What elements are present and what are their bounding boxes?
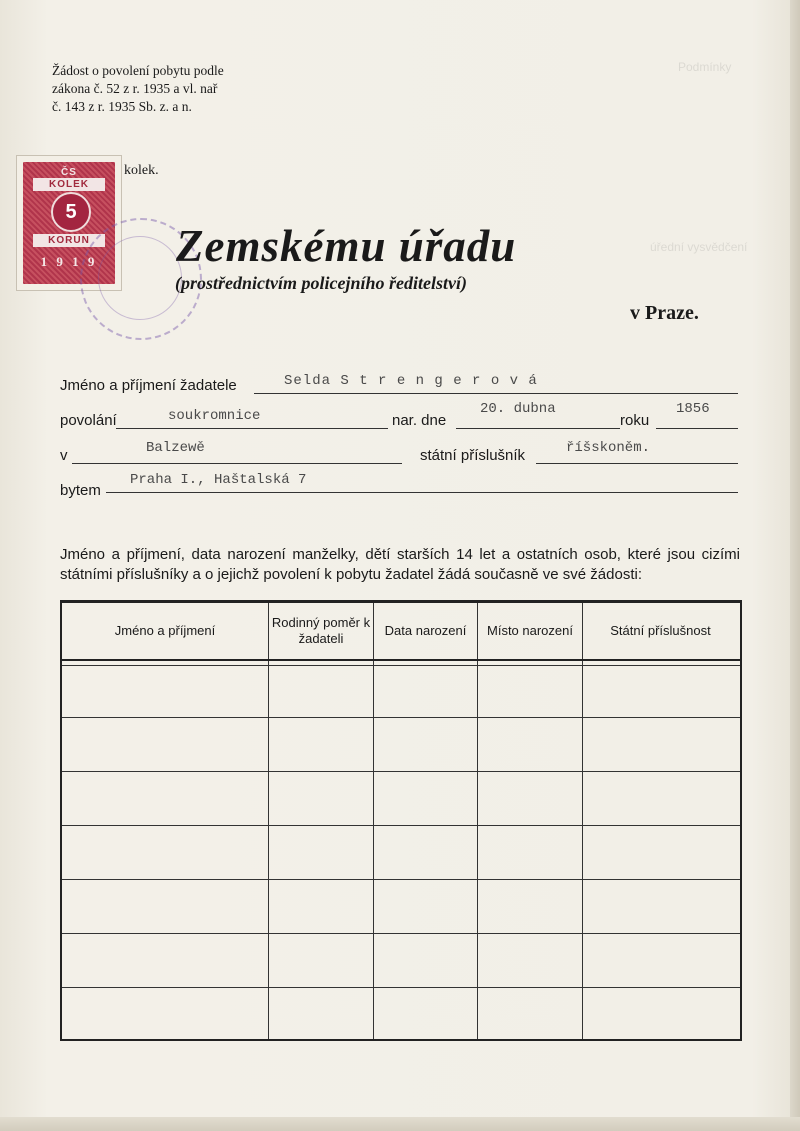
nationality-label: státní příslušník xyxy=(420,447,526,464)
nationality-value: říšskoněm. xyxy=(566,440,651,456)
table-row-divider xyxy=(62,717,740,718)
instructions-text: Jméno a příjmení, data narození manželky, dětí starších 14 let a ostatních osob, které jsou cizími státními příslušníky a o jejichž povolení k pobytu žadatel žádá současně ve své žádosti: xyxy=(60,546,740,583)
legal-line-1: Žádost o povolení pobytu podle xyxy=(52,63,224,78)
paper-edge-bottom xyxy=(0,1117,800,1131)
legal-line-2: zákona č. 52 z r. 1935 a vl. nař xyxy=(52,81,218,96)
page-title: Zemskému úřadu xyxy=(176,221,517,271)
nationality-line xyxy=(536,463,738,464)
birth-date-value: 20. dubna xyxy=(480,401,556,417)
table-row-divider xyxy=(62,987,740,988)
stamp-label: kolek. xyxy=(124,163,159,178)
legal-reference xyxy=(52,62,282,116)
column-divider xyxy=(582,603,583,1039)
column-divider xyxy=(373,603,374,1039)
legal-line-3: č. 143 z r. 1935 Sb. z. a n. xyxy=(52,99,192,114)
column-header-birth-place: Místo narození xyxy=(487,623,573,638)
stamp-value: 5 xyxy=(51,192,91,232)
column-header-nationality: Státní příslušnost xyxy=(610,623,711,638)
residence-label: bytem xyxy=(60,482,101,499)
stamp-band-korun: KORUN xyxy=(33,234,105,247)
column-divider xyxy=(477,603,478,1039)
birth-place-value: Balzewě xyxy=(146,440,205,456)
column-header-name: Jméno a příjmení xyxy=(114,623,216,638)
table-row-divider xyxy=(62,879,740,880)
birth-year-label: roku xyxy=(620,412,650,429)
birth-place-line xyxy=(72,463,402,464)
birth-place-prefix: v xyxy=(60,447,68,464)
stamp-top-text: ČS xyxy=(61,167,77,178)
occupation-value: soukromnice xyxy=(168,408,261,424)
occupation-label: povolání xyxy=(60,412,117,429)
header-divider xyxy=(62,659,740,661)
birth-date-line xyxy=(456,428,620,429)
residence-value: Praha I., Haštalská 7 xyxy=(130,472,307,488)
applicant-name-value: Selda S t r e n g e r o v á xyxy=(284,373,538,389)
stamp-year: 1 9 1 9 xyxy=(40,254,98,269)
birth-date-label: nar. dne xyxy=(392,412,447,429)
applicant-name-label: Jméno a příjmení žadatele xyxy=(60,377,237,394)
table-row-divider xyxy=(62,933,740,934)
applicant-name-line xyxy=(254,393,738,394)
table-row-divider xyxy=(62,825,740,826)
header-divider-thin xyxy=(62,665,740,666)
column-header-birth-date: Data narození xyxy=(384,623,467,638)
stamp-band-kolek: KOLEK xyxy=(33,178,105,191)
column-header-relation: Rodinný poměr k žadateli xyxy=(271,615,371,646)
bleed-through-text: Podmínky xyxy=(678,60,732,74)
birth-year-line xyxy=(656,428,738,429)
police-seal-inner-ring xyxy=(98,236,182,320)
page-subtitle: (prostřednictvím policejního ředitelství) xyxy=(175,273,467,293)
table-row-divider xyxy=(62,771,740,772)
column-divider xyxy=(268,603,269,1039)
family-members-table xyxy=(60,600,742,1041)
residence-line xyxy=(106,492,738,493)
occupation-line xyxy=(116,428,388,429)
paper-edge-right xyxy=(790,0,800,1131)
office-city: v Praze. xyxy=(630,302,699,324)
bleed-through-text: úřední vysvědčení xyxy=(650,240,748,254)
birth-year-value: 1856 xyxy=(676,401,710,417)
